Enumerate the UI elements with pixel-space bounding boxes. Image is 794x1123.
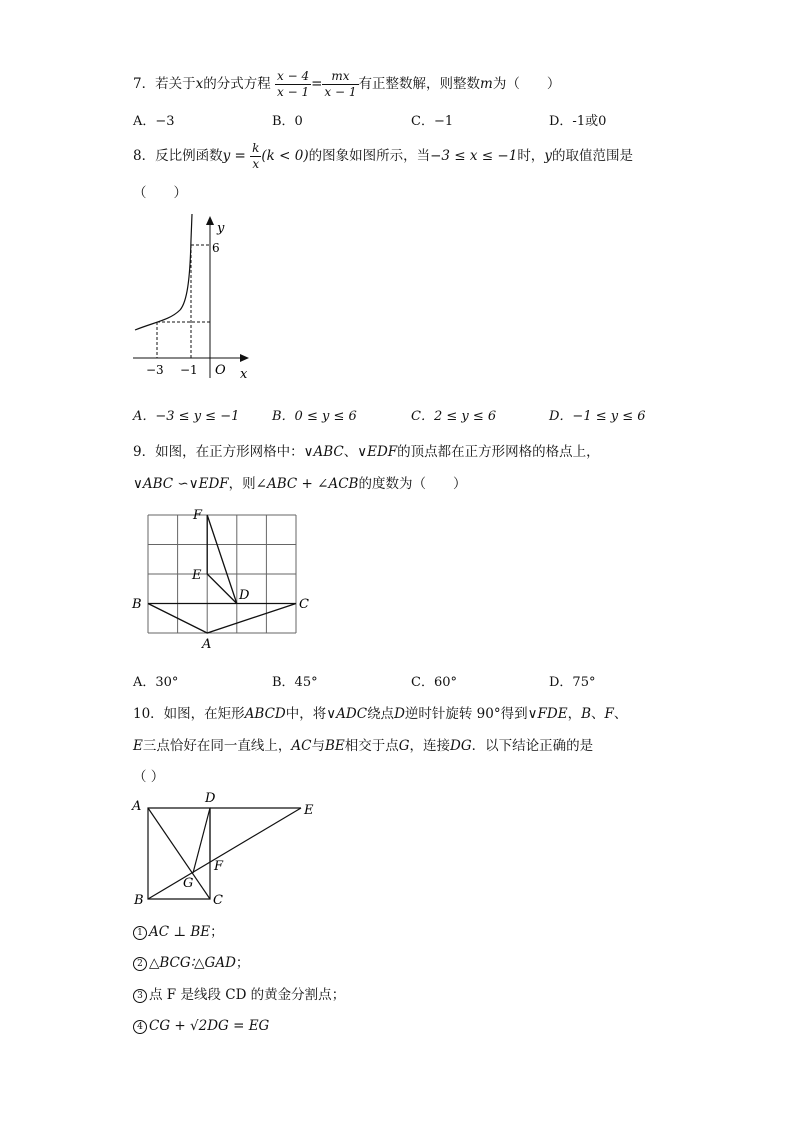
q9-line1: [133, 440, 600, 460]
q8-option-d[interactable]: D．−1 ≤ y ≤ 6: [549, 409, 646, 424]
q10-conclusion-3-text: 点 F 是线段 CD 的黄金分割点: [149, 987, 332, 1003]
q10-seg-dg: DG: [450, 738, 472, 754]
q7-mid2: 有正整数解，则整数: [358, 76, 481, 92]
q10-conclusion-4-text: CG + √2DG = EG: [149, 1018, 270, 1034]
q10-label-g: G: [183, 876, 194, 891]
q10-line2-mid: 三点恰好在同一直线上，: [142, 738, 292, 754]
q8-func-lhs: y =: [222, 148, 246, 164]
q10-line-be: [148, 808, 301, 899]
q10-conclusion-1: [133, 920, 224, 940]
q10-conclusion-4: [133, 1018, 269, 1034]
q10-circle-1: 1: [133, 926, 147, 940]
q7-mid1: 的分式方程: [203, 76, 271, 92]
q10-line2-mid2: 与: [311, 738, 325, 754]
q8-fraction: [250, 141, 261, 172]
q8-mid2: 时，: [517, 148, 545, 164]
q8-tick-6: 6: [212, 241, 220, 255]
q8-origin-label: O: [215, 363, 226, 378]
q8-x-label: x: [240, 367, 248, 382]
q10-label-b: B: [134, 893, 144, 908]
q9-option-b[interactable]: B．45°: [272, 675, 318, 690]
q8-option-c[interactable]: C．2 ≤ y ≤ 6: [411, 409, 497, 424]
q9-triangle-abc: [148, 604, 296, 634]
q8-hyperbola-curve: [135, 214, 192, 330]
q10-rect-figure: [128, 788, 328, 910]
q10-label-e: E: [304, 803, 314, 818]
q8-graph: [125, 210, 260, 385]
q10-rect: ABCD: [244, 706, 286, 722]
q9-label-a: A: [202, 637, 212, 652]
q7-frac1-den: x − 1: [277, 85, 310, 99]
q10-line1: [133, 702, 627, 722]
q7-fraction-2: [322, 69, 358, 100]
q8-x-arrow-icon: [240, 354, 249, 362]
q10-circle-2: 2: [133, 957, 147, 971]
q7-eq: =: [311, 76, 323, 92]
q9-similar: ∨ABC ∽∨EDF: [133, 476, 229, 492]
q10-line1-mid3: 逆时针旋转 90°得到: [404, 706, 528, 722]
q10-conclusion-2-tail: ；: [235, 955, 250, 971]
q9-option-a[interactable]: A．30°: [133, 675, 179, 690]
q10-label-d: D: [205, 791, 216, 806]
q7-option-b[interactable]: B．0: [272, 114, 303, 129]
q9-angles: ∠ABC + ∠ACB: [255, 476, 359, 492]
q10-conclusion-3-tail: ；: [331, 987, 346, 1003]
q8-tick-neg1: −1: [180, 363, 198, 377]
q10-seg-ac: AC: [291, 738, 312, 754]
q10-label-a: A: [132, 799, 142, 814]
q7-stem: [133, 64, 560, 104]
q10-pt-f: F: [604, 706, 614, 722]
q10-conclusion-2-text: △BCG∶△GAD: [149, 955, 236, 971]
q10-line1-mid: 中，将: [285, 706, 327, 722]
q10-pt-b: B: [581, 706, 591, 722]
q10-line2-mid3: 相交于点: [344, 738, 399, 754]
q7-fraction-1: [275, 69, 311, 100]
q8-suffix: 的取值范围是: [551, 148, 633, 164]
q8-option-b[interactable]: B．0 ≤ y ≤ 6: [272, 409, 357, 424]
q9-label-b: B: [132, 597, 142, 612]
q10-line1-prefix: 10．如图，在矩形: [133, 706, 245, 722]
q10-label-f: F: [214, 859, 224, 874]
q10-conclusion-3: [133, 983, 345, 1003]
q7-var-x: x: [195, 76, 204, 92]
q9-label-c: C: [299, 597, 309, 612]
q8-frac-num: k: [252, 141, 260, 155]
q9-triangle-edf: [207, 515, 237, 604]
q8-option-a[interactable]: A．−3 ≤ y ≤ −1: [133, 409, 240, 424]
q9-label-f: F: [193, 508, 203, 523]
q9-label-d: D: [239, 588, 250, 603]
q7-frac2-den: x − 1: [324, 85, 357, 99]
q9-tri1: ∨ABC: [303, 444, 344, 460]
q8-y-arrow-icon: [206, 216, 214, 225]
q10-tri-fde: ∨FDE: [527, 706, 568, 722]
q9-sep: 、: [343, 444, 358, 460]
q10-conclusion-1-text: AC ⊥ BE: [149, 924, 211, 940]
q8-tick-neg3: −3: [146, 363, 164, 377]
q10-sep1: 、: [590, 706, 605, 722]
q8-y-label: y: [217, 221, 225, 236]
q10-line2-e: E: [133, 738, 143, 754]
q10-circle-3: 3: [133, 989, 147, 1003]
q7-option-d[interactable]: D．-1或0: [549, 114, 607, 129]
q10-seg-be: BE: [324, 738, 345, 754]
q9-tri2: ∨EDF: [357, 444, 398, 460]
q9-label-e: E: [192, 568, 202, 583]
q10-paren: （ ）: [133, 769, 165, 785]
q10-line2-mid4: ，连接: [409, 738, 451, 754]
q9-line1-prefix: 9．如图，在正方形网格中：: [133, 444, 304, 460]
q7-option-a[interactable]: A．−3: [133, 114, 175, 129]
q9-line2-suffix: 的度数为（ ）: [358, 476, 467, 492]
q10-line2: [133, 734, 593, 754]
q10-tri-adc: ∨ADC: [326, 706, 368, 722]
q9-option-c[interactable]: C．60°: [411, 675, 457, 690]
q7-suffix: 为（ ）: [492, 76, 561, 92]
q7-var-m: m: [480, 76, 493, 92]
q9-line1-suffix: 的顶点都在正方形网格的格点上，: [397, 444, 600, 460]
q10-pt-d: D: [394, 706, 405, 722]
q8-paren: （ ）: [133, 185, 187, 201]
q10-line2-suffix: ．以下结论正确的是: [471, 738, 594, 754]
q8-mid: 的图象如图所示，当: [308, 148, 431, 164]
q10-conclusion-2: [133, 951, 249, 971]
q10-conclusion-1-tail: ；: [210, 924, 224, 940]
q9-grid-figure: [128, 505, 318, 653]
q10-line1-mid2: 绕点: [367, 706, 395, 722]
q8-stem: [133, 136, 633, 176]
q10-line1-mid4: ，: [567, 706, 582, 722]
q8-prefix: 8．反比例函数: [133, 148, 223, 164]
q7-frac1-num: x − 4: [277, 69, 310, 83]
q7-option-c[interactable]: C．−1: [411, 114, 454, 129]
q9-line2: [133, 472, 466, 492]
q7-prefix: 7．若关于: [133, 76, 196, 92]
q10-line-ac: [148, 808, 210, 899]
q9-grid-lines: [148, 515, 296, 633]
q9-option-d[interactable]: D．75°: [549, 675, 596, 690]
q10-pt-g: G: [398, 738, 410, 754]
q8-var-y: y: [544, 148, 552, 164]
q9-line2-mid: ，则: [228, 476, 256, 492]
q8-range: −3 ≤ x ≤ −1: [430, 148, 518, 164]
q10-sep2: 、: [613, 706, 628, 722]
q8-frac-den: x: [252, 157, 260, 171]
q7-frac2-num: mx: [322, 69, 358, 85]
q10-label-c: C: [213, 893, 223, 908]
q8-cond: (k < 0): [261, 148, 309, 164]
q10-circle-4: 4: [133, 1020, 147, 1034]
